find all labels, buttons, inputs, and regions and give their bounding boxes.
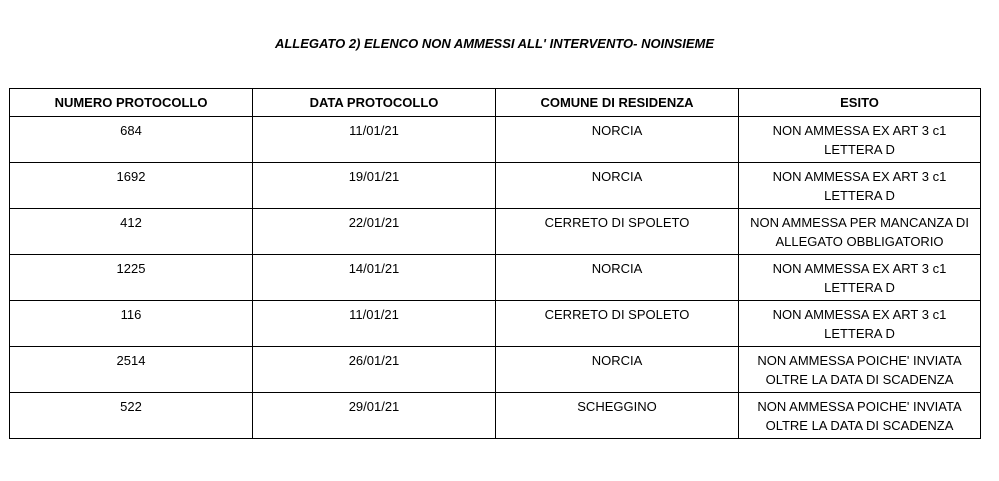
outcome-line: NON AMMESSA EX ART 3 c1	[772, 261, 947, 276]
document-title: ALLEGATO 2) ELENCO NON AMMESSI ALL' INTERVENTO- NOINSIEME	[274, 36, 715, 51]
outcome-line: LETTERA D	[824, 280, 895, 295]
table-row	[10, 209, 981, 255]
outcome-line: ALLEGATO OBBLIGATORIO	[775, 234, 944, 249]
cell-outcome	[739, 255, 981, 301]
cell-protocol-date: 11/01/21	[253, 117, 496, 163]
table-row	[10, 163, 981, 209]
outcome-line: LETTERA D	[824, 188, 895, 203]
header-municipality: COMUNE DI RESIDENZA	[496, 89, 739, 117]
cell-outcome	[739, 209, 981, 255]
outcome-line: OLTRE LA DATA DI SCADENZA	[765, 418, 954, 433]
table-row	[10, 117, 981, 163]
table-row	[10, 255, 981, 301]
cell-municipality: NORCIA	[496, 163, 739, 209]
non-admitted-table	[9, 88, 981, 439]
cell-municipality: SCHEGGINO	[496, 393, 739, 439]
cell-outcome	[739, 301, 981, 347]
cell-protocol-date: 11/01/21	[253, 301, 496, 347]
cell-outcome	[739, 393, 981, 439]
cell-protocol-date: 19/01/21	[253, 163, 496, 209]
cell-protocol-number: 2514	[10, 347, 253, 393]
cell-municipality: CERRETO DI SPOLETO	[496, 209, 739, 255]
outcome-line: LETTERA D	[824, 142, 895, 157]
cell-protocol-number: 1692	[10, 163, 253, 209]
cell-protocol-date: 14/01/21	[253, 255, 496, 301]
cell-protocol-number: 412	[10, 209, 253, 255]
header-protocol-number: NUMERO PROTOCOLLO	[10, 89, 253, 117]
cell-municipality: NORCIA	[496, 347, 739, 393]
table-row	[10, 301, 981, 347]
cell-outcome	[739, 347, 981, 393]
cell-protocol-number: 684	[10, 117, 253, 163]
cell-protocol-number: 522	[10, 393, 253, 439]
cell-protocol-date: 29/01/21	[253, 393, 496, 439]
cell-outcome	[739, 117, 981, 163]
table-row	[10, 393, 981, 439]
outcome-line: NON AMMESSA EX ART 3 c1	[772, 169, 947, 184]
header-protocol-date: DATA PROTOCOLLO	[253, 89, 496, 117]
outcome-line: NON AMMESSA PER MANCANZA DI	[750, 215, 969, 230]
cell-municipality: NORCIA	[496, 117, 739, 163]
cell-municipality: NORCIA	[496, 255, 739, 301]
outcome-line: NON AMMESSA POICHE' INVIATA	[757, 353, 962, 368]
header-outcome: ESITO	[739, 89, 981, 117]
cell-protocol-number: 1225	[10, 255, 253, 301]
outcome-line: NON AMMESSA EX ART 3 c1	[772, 123, 947, 138]
header-row	[10, 89, 981, 117]
outcome-line: NON AMMESSA EX ART 3 c1	[772, 307, 947, 322]
cell-protocol-number: 116	[10, 301, 253, 347]
cell-protocol-date: 22/01/21	[253, 209, 496, 255]
outcome-line: LETTERA D	[824, 326, 895, 341]
cell-outcome	[739, 163, 981, 209]
table-body	[10, 117, 981, 439]
cell-municipality: CERRETO DI SPOLETO	[496, 301, 739, 347]
table-row	[10, 347, 981, 393]
outcome-line: NON AMMESSA POICHE' INVIATA	[757, 399, 962, 414]
cell-protocol-date: 26/01/21	[253, 347, 496, 393]
outcome-line: OLTRE LA DATA DI SCADENZA	[765, 372, 954, 387]
table-header	[10, 89, 981, 117]
